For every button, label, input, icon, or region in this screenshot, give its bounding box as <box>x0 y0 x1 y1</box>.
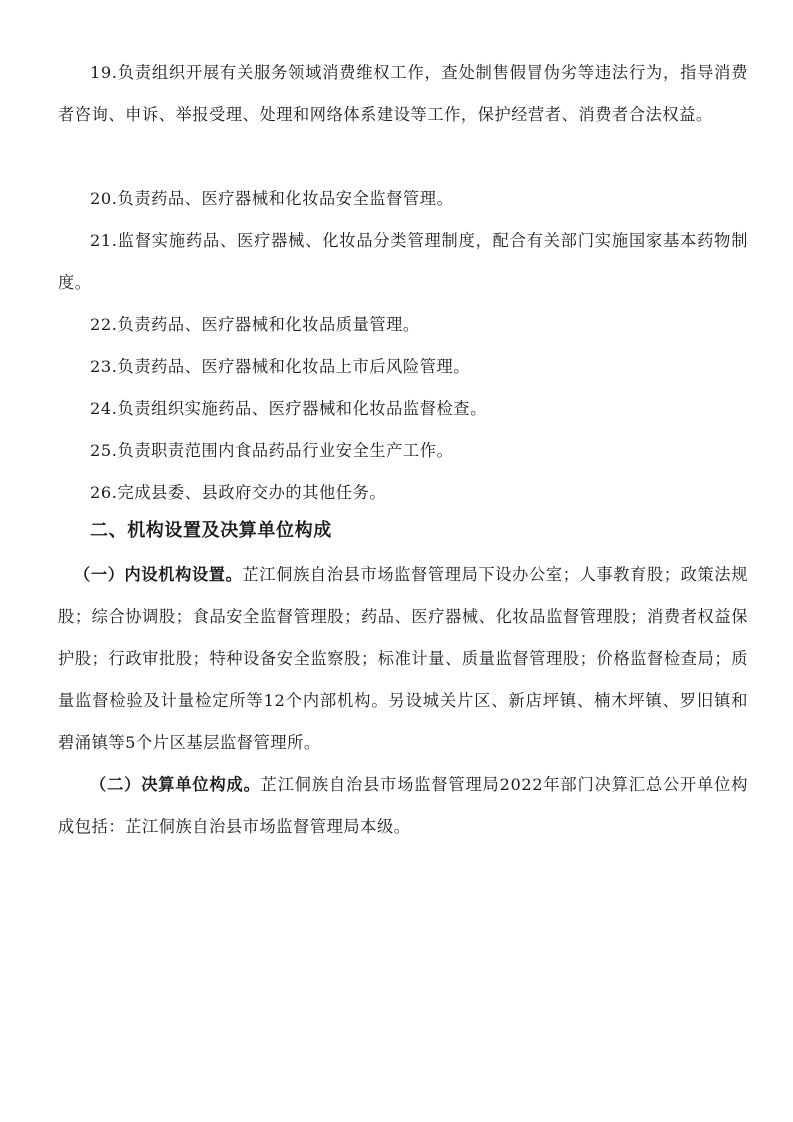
duty-item-24: 24.负责组织实施药品、医疗器械和化妆品监督检查。 <box>90 399 487 418</box>
section-heading: 二、机构设置及决算单位构成 <box>90 520 332 541</box>
internal-structure-text: 芷江侗族自治县市场监督管理局下设办公室；人事教育股；政策法规股；综合协调股；食品安全监督管理股；药品、医疗器械、化妆品监督管理股；消费者权益保护股；行政审批股；特种设备安全监察股；标准计量、质量监督管理股；价格监督检查局；质量监督检验及计量检定所等12个内部机构。另设城关片区、新店坪镇、楠木坪镇、罗旧镇和碧涌镇等5个片区基层监督管理所。 <box>58 565 748 752</box>
duty-item-22: 22.负责药品、医疗器械和化妆品质量管理。 <box>90 315 420 334</box>
duty-item-20: 20.负责药品、医疗器械和化妆品安全监督管理。 <box>90 189 454 208</box>
budget-units-paragraph <box>58 764 748 848</box>
duty-item-21: 21.监督实施药品、医疗器械、化妆品分类管理制度，配合有关部门实施国家基本药物制度。 <box>58 231 748 292</box>
duty-item-25: 25.负责职责范围内食品药品行业安全生产工作。 <box>90 441 454 460</box>
budget-units-label: （二）决算单位构成。 <box>90 775 261 794</box>
internal-structure-paragraph <box>58 554 748 764</box>
duty-item-19: 19.负责组织开展有关服务领域消费维权工作，查处制售假冒伪劣等违法行为，指导消费者咨询、申诉、举报受理、处理和网络体系建设等工作，保护经营者、消费者合法权益。 <box>58 63 748 124</box>
duty-item-26: 26.完成县委、县政府交办的其他任务。 <box>90 483 387 502</box>
budget-units-text: 芷江侗族自治县市场监督管理局2022年部门决算汇总公开单位构成包括：芷江侗族自治县市场监督管理局本级。 <box>58 775 748 836</box>
internal-structure-label: （一）内设机构设置。 <box>74 565 243 584</box>
duty-item-23: 23.负责药品、医疗器械和化妆品上市后风险管理。 <box>90 357 471 376</box>
